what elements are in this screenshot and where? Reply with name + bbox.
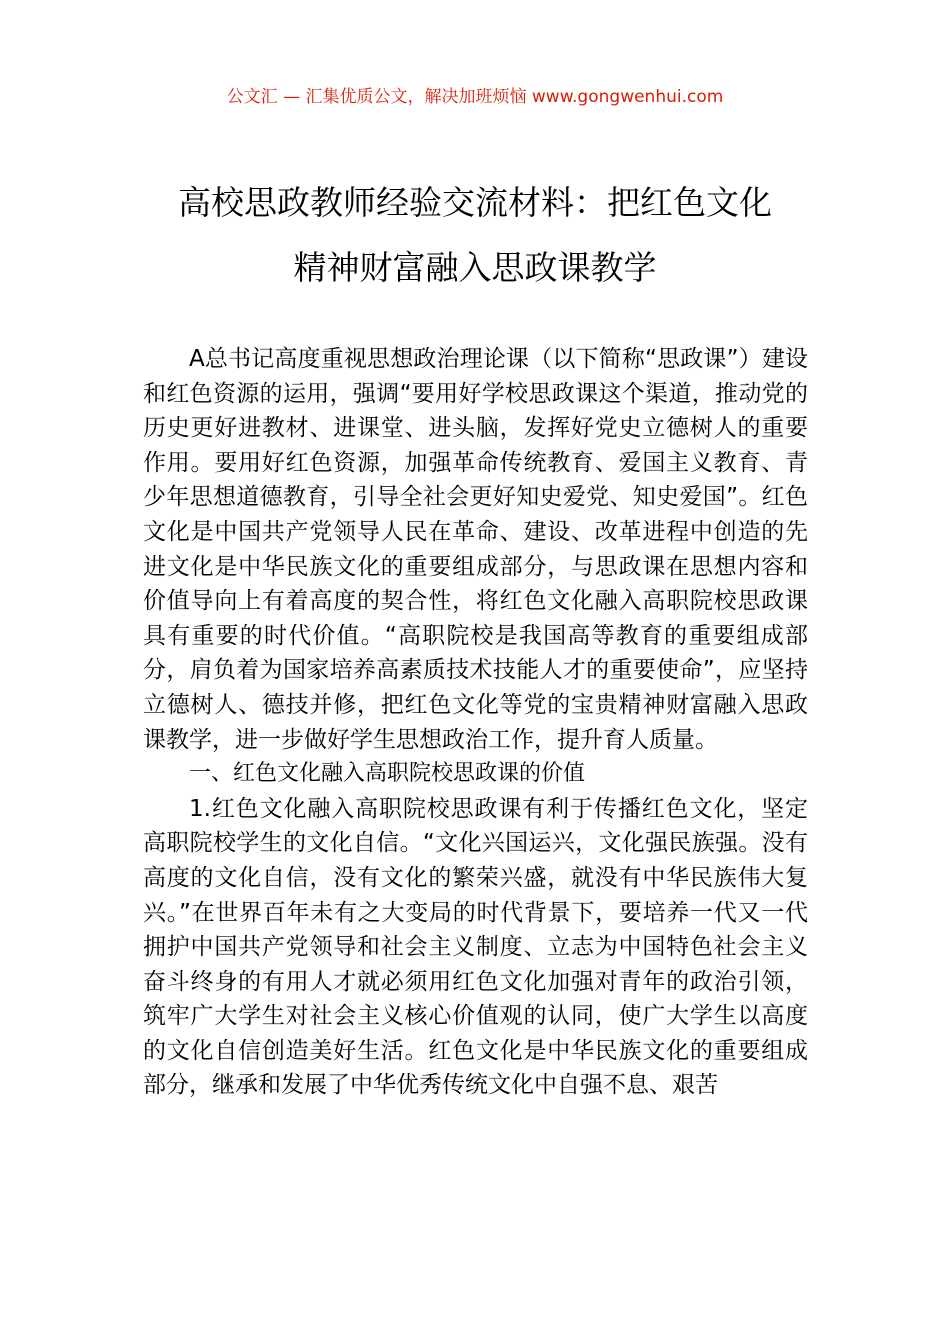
intro-paragraph: A总书记高度重视思想政治理论课（以下简称“思政课”）建设和红色资源的运用，强调“要用好学校思政课这个渠道，推动党的历史更好进教材、进课堂、进头脑，发挥好党史立德树人的重要作用。要用好红色资源，加强革命传统教育、爱国主义教育、青少年思想道德教育，引导全社会更好知史爱党、知史爱国”。红色文化是中国共产党领导人民在革命、建设、改革进程中创造的先进文化是中华民族文化的重要组成部分，与思政课在思想内容和价值导向上有着高度的契合性，将红色文化融入高职院校思政课具有重要的时代价值。“高职院校是我国高等教育的重要组成部分，肩负着为国家培养高素质技术技能人才的重要使命”，应坚持立德树人、德技并修，把红色文化等党的宝贵精神财富融入思政课教学，进一步做好学生思想政治工作，提升育人质量。 — [143, 346, 808, 753]
document-title-line-1: 高校思政教师经验交流材料：把红色文化 — [178, 183, 772, 222]
document-title-line-2: 精神财富融入思政课教学 — [293, 248, 657, 287]
document-body — [143, 342, 808, 1103]
section-paragraph: 1.红色文化融入高职院校思政课有利于传播红色文化，坚定高职院校学生的文化自信。“文化兴国运兴，文化强民族强。没有高度的文化自信，没有文化的繁荣兴盛，就没有中华民族伟大复兴。”在世界百年未有之大变局的时代背景下，要培养一代又一代拥护中国共产党领导和社会主义制度、立志为中国特色社会主义奋斗终身的有用人才就必须用红色文化加强对青年的政治引领，筑牢广大学生对社会主义核心价值观的认同，使广大学生以高度的文化自信创造美好生活。红色文化是中华民族文化的重要组成部分，继承和发展了中华优秀传统文化中自强不息、艰苦 — [143, 795, 808, 1099]
header-banner: 公文汇 — 汇集优质公文，解决加班烦恼 www.gongwenhui.com — [226, 87, 724, 107]
section-heading: 一、红色文化融入高职院校思政课的价值 — [189, 761, 586, 787]
